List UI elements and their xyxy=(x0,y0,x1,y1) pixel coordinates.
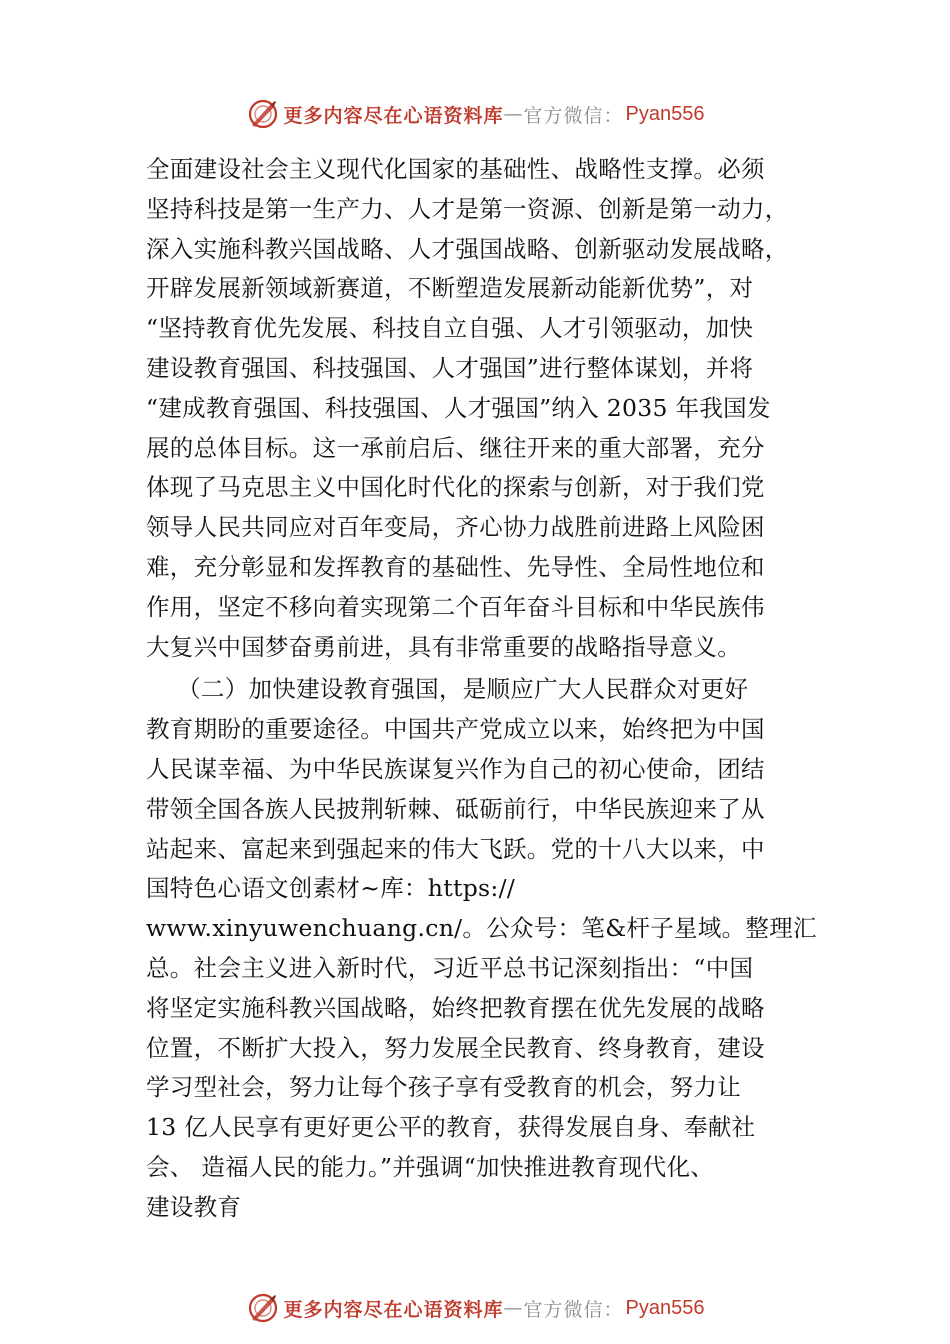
text-line: “坚持教育优先发展、科技自立自强、人才引领驱动，加快 xyxy=(146,314,754,343)
brand-logo-icon xyxy=(246,97,280,131)
banner-dash: — xyxy=(503,1297,524,1319)
text-line: 坚持科技是第一生产力、人才是第一资源、创新是第一动力， xyxy=(146,194,789,223)
text-line: 作用，坚定不移向着实现第二个百年奋斗目标和中华民族伟 xyxy=(146,592,765,621)
banner-wechat-id: Pyan556 xyxy=(625,1296,705,1319)
document-body xyxy=(146,150,816,1228)
banner-wechat-label: 官方微信： xyxy=(523,104,624,127)
text-line: 将坚定实施科教兴国战略，始终把教育摆在优先发展的战略 xyxy=(146,993,765,1022)
header-banner xyxy=(0,94,950,134)
text-line: 大复兴中国梦奋勇前进，具有非常重要的战略指导意义。 xyxy=(146,632,741,661)
text-line: 难，充分彰显和发挥教育的基础性、先导性、全局性地位和 xyxy=(146,552,765,581)
banner-wechat-label: 官方微信： xyxy=(523,1298,624,1321)
text-line: 展的总体目标。这一承前启后、继往开来的重大部署，充分 xyxy=(146,433,765,462)
text-line: 人民谋幸福、为中华民族谋复兴作为自己的初心使命，团结 xyxy=(146,754,765,783)
text-line: 建设教育强国、科技强国、人才强国”进行整体谋划，并将 xyxy=(146,353,754,382)
text-line: 开辟发展新领域新赛道，不断塑造发展新动能新优势”，对 xyxy=(146,274,754,303)
text-line: 领导人民共同应对百年变局，齐心协力战胜前进路上风险困 xyxy=(146,513,765,542)
text-line: 建设教育 xyxy=(146,1192,242,1221)
text-line: 带领全国各族人民披荆斩棘、砥砺前行，中华民族迎来了从 xyxy=(146,794,765,823)
text-line: www.xinyuwenchuang.cn/。公众号：笔&杆子星域。整理汇 xyxy=(146,914,817,943)
text-line: 13 亿人民享有更好更公平的教育，获得发展自身、奉献社 xyxy=(146,1113,756,1142)
text-line: 站起来、富起来到强起来的伟大飞跃。党的十八大以来，中 xyxy=(146,834,765,863)
text-line: 教育期盼的重要途径。中国共产党成立以来，始终把为中国 xyxy=(146,715,765,744)
section-heading-line: （二）加快建设教育强国，是顺应广大人民群众对更好 xyxy=(146,675,749,704)
text-line: 体现了马克思主义中国化时代化的探索与创新，对于我们党 xyxy=(146,473,765,502)
brand-logo-icon xyxy=(246,1291,280,1325)
text-line: 深入实施科教兴国战略、人才强国战略、创新驱动发展战略， xyxy=(146,234,789,263)
text-line: 总。社会主义进入新时代，习近平总书记深刻指出：“中国 xyxy=(146,953,754,982)
footer-banner xyxy=(0,1288,950,1328)
banner-title: 更多内容尽在心语资料库 xyxy=(283,1298,504,1321)
text-line: 国特色心语文创素材~库：https:// xyxy=(146,874,516,903)
banner-wechat-id: Pyan556 xyxy=(625,102,705,125)
text-line: 全面建设社会主义现代化国家的基础性、战略性支撑。必须 xyxy=(146,155,765,183)
banner-dash: — xyxy=(503,103,524,125)
text-line: 会、 造福人民的能力。”并强调“加快推进教育现代化、 xyxy=(146,1152,715,1181)
text-line: 位置，不断扩大投入，努力发展全民教育、终身教育，建设 xyxy=(146,1033,765,1062)
text-line: “建成教育强国、科技强国、人才强国”纳入 2035 年我国发 xyxy=(146,393,771,422)
text-line: 学习型社会，努力让每个孩子享有受教育的机会，努力让 xyxy=(146,1073,741,1102)
banner-title: 更多内容尽在心语资料库 xyxy=(283,104,504,127)
